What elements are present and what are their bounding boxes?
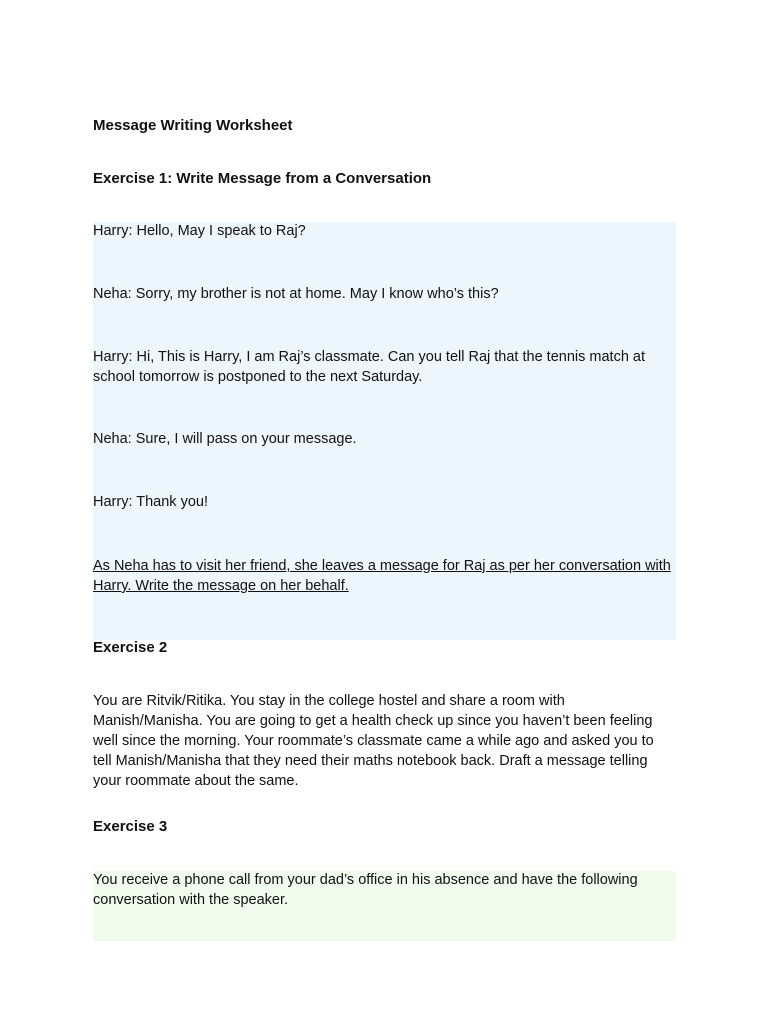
conversation-line: Harry: Thank you! [93,494,208,510]
conversation-line: Neha: Sorry, my brother is not at home. May I know who’s this? [93,286,499,302]
conversation-line: Harry: Hi, This is Harry, I am Raj’s classmate. Can you tell Raj that the tennis match at school tomorrow is postponed to the next Saturday. [93,349,645,385]
conversation-line: Neha: Sure, I will pass on your message. [93,431,357,447]
exercise-2-heading: Exercise 2 [93,639,168,656]
worksheet-title: Message Writing Worksheet [93,117,293,134]
exercise-3-heading: Exercise 3 [93,818,168,835]
exercise-1-heading: Exercise 1: Write Message from a Conversation [93,170,432,187]
exercise-1-instruction: As Neha has to visit her friend, she leaves a message for Raj as per her conversation with Harry. Write the message on her behalf. [93,558,671,594]
exercise-2-text: You are Ritvik/Ritika. You stay in the college hostel and share a room with Manish/Manisha. You are going to get a health check up since you haven’t been feeling well since the morning. Your roommate’s classmate came a while ago and asked you to tell Manish/Manisha that they need their maths notebook back. Draft a message telling your roommate about the same. [93,693,654,789]
exercise-3-text: You receive a phone call from your dad’s office in his absence and have the following conversation with the speaker. [93,872,638,908]
conversation-line: Harry: Hello, May I speak to Raj? [93,223,306,239]
